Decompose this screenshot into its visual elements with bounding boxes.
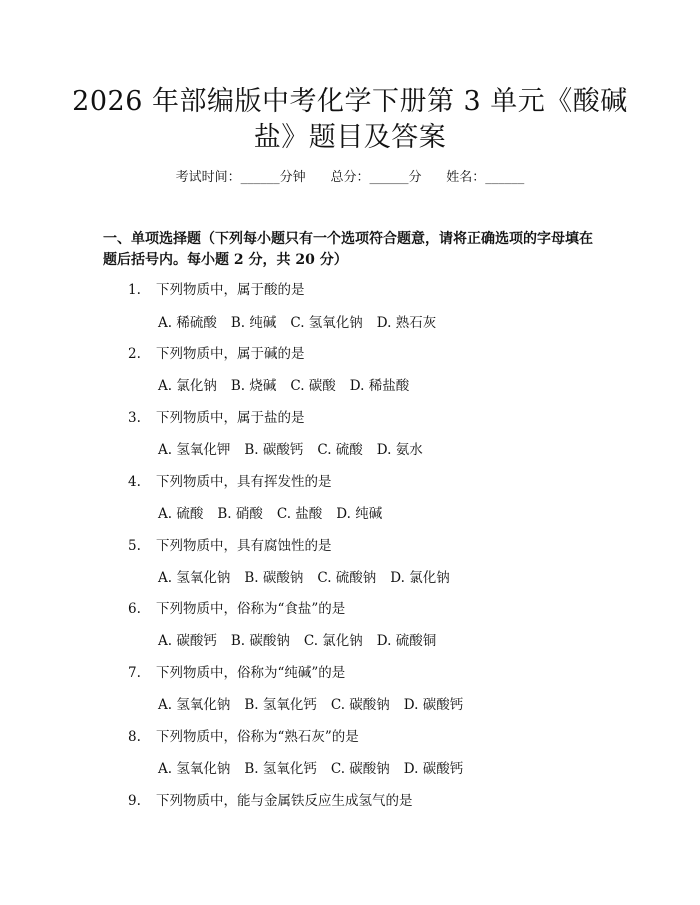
exam-time-field: 考试时间：______分钟: [175, 170, 306, 185]
option-a: A. 硫酸: [158, 506, 204, 522]
question-text: 下列物质中，属于碱的是: [156, 346, 305, 362]
question-number: 9.: [128, 793, 141, 809]
question-text: 下列物质中，俗称为“食盐”的是: [156, 601, 346, 617]
title-line-1: 2026 年部编版中考化学下册第 3 单元《酸碱: [72, 86, 628, 117]
option-c: C. 碳酸钠: [330, 697, 390, 713]
question-7-options: [158, 696, 477, 714]
option-c: C. 硫酸钠: [317, 570, 377, 586]
question-3: [128, 409, 305, 427]
question-number: 1.: [128, 282, 141, 298]
question-text: 下列物质中，俗称为“熟石灰”的是: [156, 729, 359, 745]
option-a: A. 稀硫酸: [158, 315, 217, 331]
question-6: [128, 600, 345, 618]
option-b: B. 纯碱: [230, 315, 277, 331]
page-title: [40, 84, 660, 156]
question-8: [128, 728, 359, 746]
question-number: 8.: [128, 729, 141, 745]
option-d: D. 纯碱: [336, 506, 383, 522]
option-b: B. 碳酸钠: [230, 633, 290, 649]
option-d: D. 氨水: [376, 442, 423, 458]
question-2: [128, 345, 305, 363]
exam-meta: [0, 169, 700, 187]
option-b: B. 碳酸钙: [244, 442, 304, 458]
question-1-options: [158, 314, 450, 332]
option-a: A. 氢氧化钠: [158, 570, 231, 586]
question-number: 6.: [128, 601, 141, 617]
question-8-options: [158, 760, 477, 778]
question-7: [128, 664, 345, 682]
option-a: A. 氢氧化钠: [158, 697, 231, 713]
section-heading-single-choice: 一、单项选择题（下列每小题只有一个选项符合题意，请将正确选项的字母填在题后括号内。每小题 2 分，共 20 分）: [103, 231, 593, 268]
option-a: A. 氢氧化钾: [158, 442, 231, 458]
question-4-options: [158, 505, 396, 523]
option-b: B. 碳酸钠: [244, 570, 304, 586]
question-6-options: [158, 632, 450, 650]
question-number: 5.: [128, 538, 141, 554]
question-4: [128, 473, 332, 491]
title-line-2: 盐》题目及答案: [253, 122, 447, 153]
option-b: B. 硝酸: [217, 506, 263, 522]
question-text: 下列物质中，具有腐蚀性的是: [156, 538, 332, 554]
option-d: D. 碳酸钙: [403, 761, 464, 777]
question-text: 下列物质中，能与金属铁反应生成氢气的是: [156, 793, 413, 809]
option-d: D. 碳酸钙: [403, 697, 464, 713]
question-number: 7.: [128, 665, 141, 681]
option-a: A. 氯化钠: [158, 378, 217, 394]
option-d: D. 熟石灰: [376, 315, 437, 331]
question-text: 下列物质中，具有挥发性的是: [156, 474, 332, 490]
question-1: [128, 281, 305, 299]
question-text: 下列物质中，俗称为“纯碱”的是: [156, 665, 346, 681]
student-name-field: 姓名：______: [446, 170, 525, 185]
total-score-field: 总分：______分: [330, 170, 422, 185]
question-5-options: [158, 569, 464, 587]
option-d: D. 稀盐酸: [349, 378, 410, 394]
option-b: B. 烧碱: [230, 378, 277, 394]
option-c: C. 氯化钠: [303, 633, 363, 649]
question-5: [128, 537, 332, 555]
option-a: A. 碳酸钙: [158, 633, 217, 649]
option-c: C. 硫酸: [317, 442, 363, 458]
question-2-options: [158, 377, 423, 395]
option-c: C. 氢氧化钠: [290, 315, 363, 331]
option-d: D. 硫酸铜: [376, 633, 437, 649]
question-text: 下列物质中，属于盐的是: [156, 410, 305, 426]
question-number: 4.: [128, 474, 141, 490]
question-number: 3.: [128, 410, 141, 426]
option-c: C. 碳酸钠: [330, 761, 390, 777]
option-b: B. 氢氧化钙: [244, 697, 317, 713]
option-b: B. 氢氧化钙: [244, 761, 317, 777]
question-text: 下列物质中，属于酸的是: [156, 282, 305, 298]
question-9: [128, 792, 413, 810]
option-c: C. 盐酸: [276, 506, 323, 522]
option-a: A. 氢氧化钠: [158, 761, 231, 777]
question-number: 2.: [128, 346, 141, 362]
question-3-options: [158, 441, 437, 459]
option-d: D. 氯化钠: [390, 570, 450, 586]
option-c: C. 碳酸: [290, 378, 336, 394]
